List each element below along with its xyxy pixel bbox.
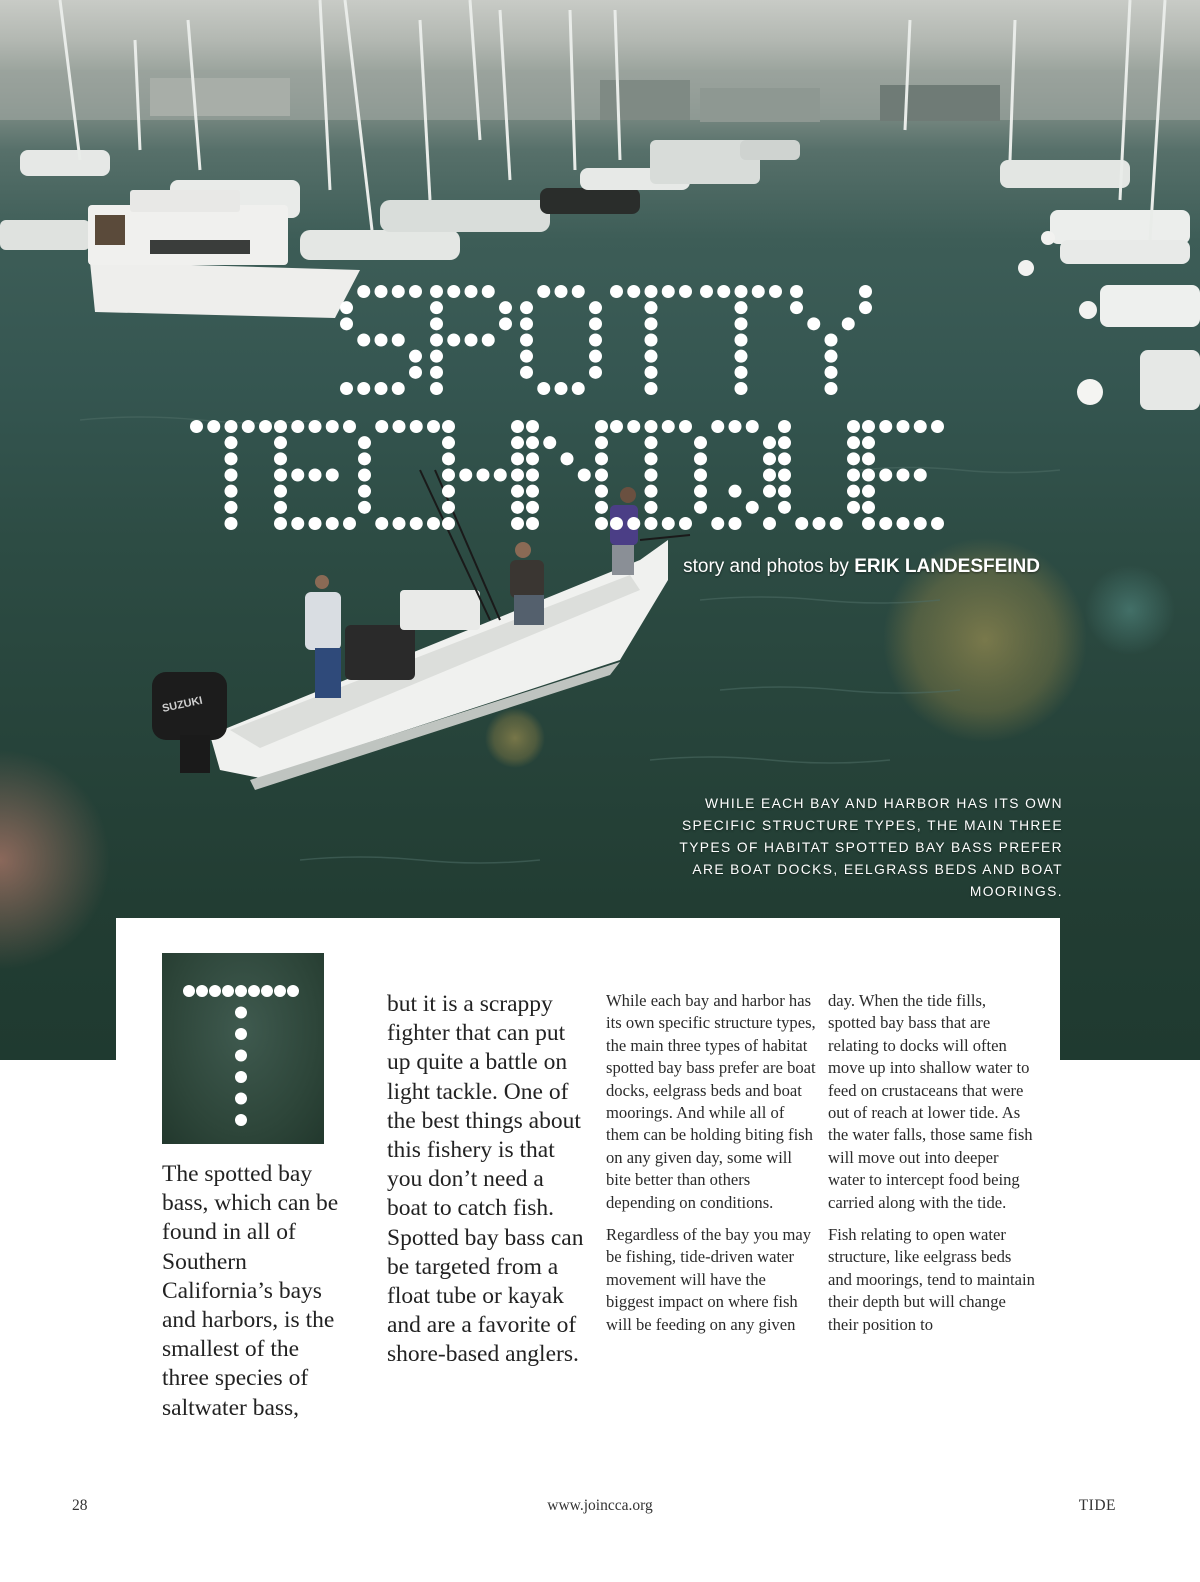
headline-dot — [645, 501, 658, 514]
headline-dot — [511, 452, 524, 465]
headline-line-2 — [190, 420, 946, 530]
drop-cap — [162, 953, 324, 1144]
headline-dot — [735, 285, 748, 298]
headline-dot — [482, 285, 495, 298]
headline-dot — [589, 334, 602, 347]
headline-dot — [392, 285, 405, 298]
headline-dot — [447, 285, 460, 298]
headline-dot — [778, 469, 791, 482]
headline-letter — [610, 285, 692, 395]
headline-dot — [711, 420, 724, 433]
headline-dot — [879, 469, 892, 482]
headline-letter — [610, 420, 692, 530]
headline-dot — [763, 436, 776, 449]
page-number: 28 — [72, 1497, 88, 1514]
headline-dot — [589, 301, 602, 314]
headline-letter — [790, 285, 872, 395]
website-url: www.joincca.org — [547, 1497, 653, 1514]
headline-dot — [537, 285, 550, 298]
headline-dot — [427, 517, 440, 530]
drop-cap-dot — [287, 985, 299, 997]
headline-dot — [595, 517, 608, 530]
headline-dot — [847, 452, 860, 465]
headline-dot — [914, 517, 927, 530]
headline-dot — [645, 317, 658, 330]
headline-dot — [499, 317, 512, 330]
headline-dot — [931, 420, 944, 433]
headline-dot — [589, 350, 602, 363]
headline-dot — [897, 469, 910, 482]
headline-dot — [914, 420, 927, 433]
drop-cap-dot — [235, 1007, 247, 1019]
headline-dot — [430, 350, 443, 363]
headline-dot — [358, 452, 371, 465]
column-paragraph: but it is a scrappy fighter that can put up quite a battle on light tackle. One of the best things about this fishery is that you don’t need a boat to catch fish. Spotted bay bass can be targeted from a float tube or kayak and are a favorite of shore-based anglers. — [387, 991, 584, 1368]
headline-dot — [526, 485, 539, 498]
headline-dot — [259, 420, 272, 433]
headline-dot — [442, 452, 455, 465]
headline-dot — [645, 452, 658, 465]
headline-dot — [357, 334, 370, 347]
headline-dot — [645, 285, 658, 298]
headline-dot — [520, 301, 533, 314]
headline-letter — [274, 420, 356, 530]
headline-dot — [572, 285, 585, 298]
headline-dot — [627, 285, 640, 298]
headline-dot — [572, 382, 585, 395]
headline-dot — [499, 301, 512, 314]
headline-dot — [393, 420, 406, 433]
headline-dot — [735, 350, 748, 363]
headline-dot — [225, 436, 238, 449]
column-paragraph: Regardless of the bay you may be fishing, tide-driven water movement will have the biggest impact on where fish will be feeding on any given — [606, 1225, 812, 1334]
headline-dot — [778, 501, 791, 514]
headline-dot — [358, 469, 371, 482]
headline-letter — [442, 420, 524, 530]
headline-dot — [340, 301, 353, 314]
headline-dot — [511, 501, 524, 514]
headline-dot — [879, 420, 892, 433]
headline-dot — [511, 420, 524, 433]
headline-dot — [578, 469, 591, 482]
headline-dot — [763, 452, 776, 465]
headline-line-1 — [340, 285, 880, 395]
headline-dot — [343, 517, 356, 530]
headline-dot — [430, 317, 443, 330]
headline-letter — [430, 285, 512, 395]
headline-dot — [392, 382, 405, 395]
article-column-2 — [387, 990, 587, 1370]
headline-dot — [931, 517, 944, 530]
headline-dot — [795, 517, 808, 530]
headline-dot — [494, 469, 507, 482]
headline-dot — [442, 501, 455, 514]
headline-dot — [225, 517, 238, 530]
headline-letter — [700, 285, 782, 395]
headline-dot — [735, 301, 748, 314]
headline-dot — [511, 436, 524, 449]
headline-dot — [543, 436, 556, 449]
column-paragraph: While each bay and harbor has its own specific structure types, the main three types of habitat spotted bay bass prefer are boat docks, eelgrass beds and boat moorings. And while all of them can be holding biting fish on any given day, some will bite better than others depending on conditions. — [606, 991, 816, 1212]
headline-dot — [274, 501, 287, 514]
headline-dot — [430, 285, 443, 298]
drop-cap-dot — [222, 985, 234, 997]
headline-dot — [862, 469, 875, 482]
headline-dot — [526, 452, 539, 465]
headline-dot — [430, 334, 443, 347]
headline-dot — [309, 469, 322, 482]
headline-letter — [358, 420, 440, 530]
article-column-3 — [606, 990, 816, 1336]
headline-dot — [375, 382, 388, 395]
headline-dot — [847, 501, 860, 514]
headline-dot — [778, 452, 791, 465]
headline-dot — [442, 517, 455, 530]
headline-dot — [859, 301, 872, 314]
headline-dot — [427, 420, 440, 433]
headline-dot — [862, 485, 875, 498]
headline-dot — [847, 485, 860, 498]
headline-dot — [694, 436, 707, 449]
headline-dot — [897, 420, 910, 433]
headline-dot — [430, 382, 443, 395]
headline-dot — [409, 285, 422, 298]
headline-dot — [340, 382, 353, 395]
headline-dot — [595, 420, 608, 433]
headline-dot — [595, 485, 608, 498]
headline-letter — [694, 420, 776, 530]
headline-dot — [645, 485, 658, 498]
headline-dot — [694, 452, 707, 465]
headline-dot — [274, 469, 287, 482]
article-column-1 — [162, 1160, 347, 1423]
headline-dot — [778, 420, 791, 433]
headline-dot — [511, 485, 524, 498]
headline-dot — [343, 420, 356, 433]
headline-dot — [662, 517, 675, 530]
headline-dot — [595, 501, 608, 514]
headline-dot — [735, 366, 748, 379]
article-column-4 — [828, 990, 1038, 1336]
headline-dot — [447, 334, 460, 347]
headline-dot — [610, 285, 623, 298]
drop-cap-dot — [235, 1114, 247, 1126]
headline-dot — [645, 436, 658, 449]
headline-dot — [555, 382, 568, 395]
headline-dot — [465, 285, 478, 298]
headline-dot — [763, 469, 776, 482]
headline-dot — [526, 420, 539, 433]
headline-dot — [375, 285, 388, 298]
headline-dot — [790, 285, 803, 298]
drop-cap-dot — [235, 1093, 247, 1105]
headline-dot — [477, 469, 490, 482]
headline-dot — [375, 517, 388, 530]
headline-dot — [790, 301, 803, 314]
shoreline — [0, 70, 1200, 122]
headline-dot — [847, 420, 860, 433]
headline-dot — [862, 420, 875, 433]
headline-dot — [752, 285, 765, 298]
headline-dot — [842, 317, 855, 330]
headline-dot — [694, 485, 707, 498]
headline-dot — [520, 350, 533, 363]
headline-dot — [862, 501, 875, 514]
headline-dot — [291, 469, 304, 482]
headline-dot — [442, 485, 455, 498]
headline-dot — [735, 317, 748, 330]
headline-dot — [442, 420, 455, 433]
headline-dot — [830, 517, 843, 530]
headline-letter — [340, 285, 422, 395]
headline-letter — [520, 285, 602, 395]
headline-dot — [589, 317, 602, 330]
headline-dot — [225, 420, 238, 433]
lens-flare — [0, 750, 110, 970]
headline-dot — [274, 452, 287, 465]
headline-dot — [326, 420, 339, 433]
byline-author: ERIK LANDESFEIND — [854, 556, 1040, 577]
headline-dot — [627, 420, 640, 433]
headline-dot — [274, 517, 287, 530]
headline-dot — [410, 517, 423, 530]
headline-dot — [645, 334, 658, 347]
byline — [683, 556, 1040, 578]
headline-dot — [511, 517, 524, 530]
drop-cap-dot — [209, 985, 221, 997]
headline-dot — [357, 285, 370, 298]
headline-dot — [511, 469, 524, 482]
headline-letter — [862, 420, 944, 530]
headline-dot — [526, 501, 539, 514]
headline-dot — [645, 469, 658, 482]
headline-dot — [763, 485, 776, 498]
headline-dot — [847, 469, 860, 482]
lens-flare — [485, 708, 545, 768]
headline-dot — [561, 452, 574, 465]
column-paragraph: The spotted bay bass, which can be found in all of Southern California’s bays and harbors, is the smallest of the three species of saltwater bass, — [162, 1161, 339, 1421]
drop-cap-dot — [248, 985, 260, 997]
drop-cap-dot — [183, 985, 195, 997]
headline-dot — [679, 420, 692, 433]
byline-prefix: story and photos by — [683, 556, 849, 577]
headline-dot — [662, 285, 675, 298]
headline-dot — [778, 436, 791, 449]
headline-dot — [274, 420, 287, 433]
headline-dot — [862, 452, 875, 465]
headline-dot — [645, 517, 658, 530]
headline-dot — [897, 517, 910, 530]
headline-dot — [459, 469, 472, 482]
headline-dot — [410, 420, 423, 433]
headline-dot — [326, 517, 339, 530]
headline-dot — [807, 317, 820, 330]
headline-dot — [847, 436, 860, 449]
headline-dot — [242, 420, 255, 433]
headline-dot — [358, 485, 371, 498]
headline-dot — [409, 366, 422, 379]
headline-letter — [778, 420, 860, 530]
headline-dot — [375, 420, 388, 433]
headline-dot — [862, 436, 875, 449]
headline-dot — [358, 501, 371, 514]
column-paragraph: day. When the tide fills, spotted bay bass that are relating to docks will often move up into shallow water to feed on crustaceans that were out of reach at lower tide. As the water falls, those same fish will move out into deeper water to intercept food being carried along with the tide. — [828, 991, 1033, 1212]
engine-brand-label: SUZUKI — [161, 694, 204, 715]
angler — [305, 575, 341, 698]
headline-dot — [589, 366, 602, 379]
headline-dot — [825, 382, 838, 395]
headline-dot — [442, 469, 455, 482]
headline-dot — [729, 485, 742, 498]
headline-letter — [526, 420, 608, 530]
headline-dot — [442, 436, 455, 449]
drop-cap-dot — [235, 1028, 247, 1040]
headline-dot — [358, 436, 371, 449]
drop-cap-dot — [196, 985, 208, 997]
headline-dot — [430, 366, 443, 379]
headline-dot — [645, 301, 658, 314]
headline-dot — [825, 350, 838, 363]
headline-dot — [879, 517, 892, 530]
headline-dot — [291, 420, 304, 433]
headline-dot — [679, 517, 692, 530]
headline-dot — [610, 517, 623, 530]
drop-cap-dot — [235, 985, 247, 997]
headline-dot — [813, 517, 826, 530]
headline-dot — [225, 469, 238, 482]
headline-dot — [520, 366, 533, 379]
headline-dot — [645, 366, 658, 379]
headline-dot — [729, 420, 742, 433]
headline-dot — [595, 452, 608, 465]
magazine-name: TIDE — [1078, 1497, 1116, 1514]
drop-cap-dot — [235, 1071, 247, 1083]
headline-dot — [645, 350, 658, 363]
headline-dot — [526, 436, 539, 449]
headline-dot — [526, 469, 539, 482]
headline-dot — [393, 517, 406, 530]
drop-cap-dot — [274, 985, 286, 997]
lens-flare — [1085, 565, 1175, 655]
headline-dot — [309, 517, 322, 530]
headline-dot — [537, 382, 550, 395]
pull-quote: WHILE EACH BAY AND HARBOR HAS ITS OWN SPECIFIC STRUCTURE TYPES, THE MAIN THREE TYPES OF HABITAT SPOTTED BAY BASS PREFER ARE BOAT DOCKS, EELGRASS BEDS AND BOAT MOORINGS. — [679, 796, 1063, 899]
drop-cap-dot — [261, 985, 273, 997]
headline-dot — [526, 517, 539, 530]
drop-cap-letter — [162, 953, 324, 1144]
headline-dot — [430, 301, 443, 314]
headline-dot — [825, 334, 838, 347]
headline-dot — [482, 334, 495, 347]
headline-dot — [520, 317, 533, 330]
headline-dot — [694, 501, 707, 514]
headline-dot — [465, 334, 478, 347]
headline-dot — [326, 469, 339, 482]
headline-dot — [778, 485, 791, 498]
headline-dot — [375, 334, 388, 347]
headline-dot — [694, 469, 707, 482]
headline-dot — [763, 517, 776, 530]
headline-dot — [595, 469, 608, 482]
headline-dot — [729, 517, 742, 530]
headline-dot — [627, 517, 640, 530]
headline-dot — [679, 285, 692, 298]
headline-dot — [825, 366, 838, 379]
headline-dot — [207, 420, 220, 433]
headline-dot — [225, 452, 238, 465]
headline-dot — [595, 436, 608, 449]
headline-dot — [225, 485, 238, 498]
headline-dot — [291, 517, 304, 530]
headline-dot — [645, 382, 658, 395]
headline-dot — [225, 501, 238, 514]
headline-dot — [610, 420, 623, 433]
column-paragraph: Fish relating to open water structure, like eelgrass beds and moorings, tend to maintain their depth but will change their position to — [828, 1225, 1035, 1334]
headline-dot — [520, 334, 533, 347]
headline-dot — [274, 485, 287, 498]
headline-dot — [735, 382, 748, 395]
angler — [510, 542, 544, 625]
headline-dot — [746, 501, 759, 514]
headline-dot — [274, 436, 287, 449]
headline-dot — [735, 334, 748, 347]
headline-dot — [357, 382, 370, 395]
headline-dot — [746, 420, 759, 433]
headline-dot — [662, 420, 675, 433]
headline-dot — [340, 317, 353, 330]
headline-letter — [190, 420, 272, 530]
headline-dot — [409, 350, 422, 363]
headline-dot — [859, 285, 872, 298]
headline-dot — [717, 285, 730, 298]
drop-cap-dot — [235, 1050, 247, 1062]
headline-dot — [700, 285, 713, 298]
headline-dot — [645, 420, 658, 433]
headline-dot — [309, 420, 322, 433]
headline-dot — [190, 420, 203, 433]
headline-dot — [555, 285, 568, 298]
headline-dot — [392, 334, 405, 347]
headline-dot — [711, 517, 724, 530]
headline-dot — [769, 285, 782, 298]
headline-dot — [914, 469, 927, 482]
headline-dot — [862, 517, 875, 530]
